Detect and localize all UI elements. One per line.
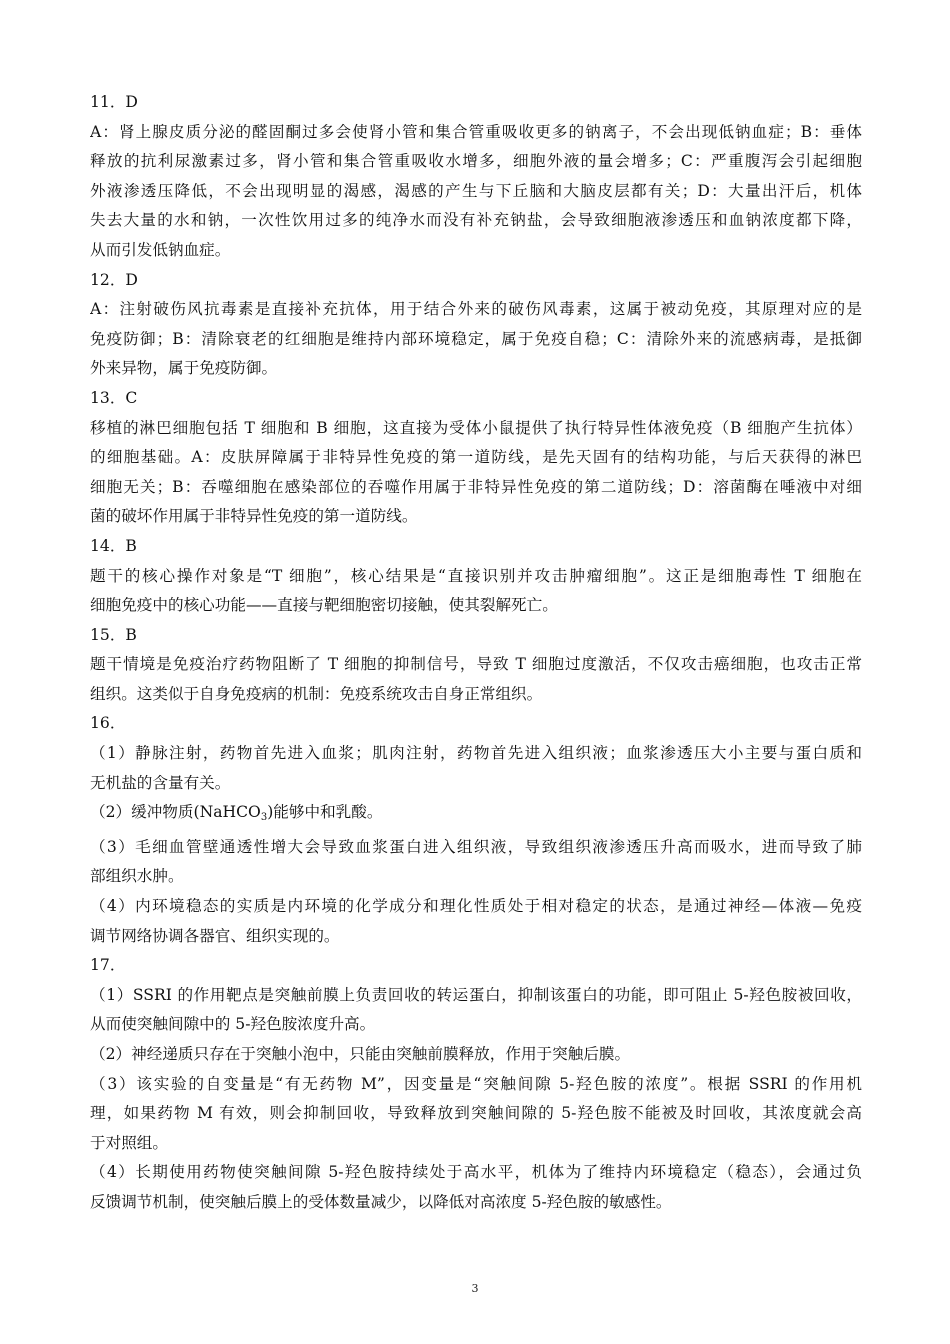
q16-part-2-text-before: （2）缓冲物质(NaHCO bbox=[90, 803, 261, 822]
q16-part-3-line: 部组织水肿。 bbox=[90, 867, 184, 886]
question-13-answer: 13．C bbox=[90, 388, 138, 407]
question-15-answer: 15．B bbox=[90, 625, 137, 644]
q17-part-4-line: （4）长期使用药物使突触间隙 5-羟色胺持续处于高水平，机体为了维持内环境稳定（稳态），会通过负 bbox=[90, 1163, 862, 1182]
q13-explanation-line: 菌的破坏作用属于非特异性免疫的第一道防线。 bbox=[90, 507, 418, 526]
q13-explanation-line: 的细胞基础。A：皮肤屏障属于非特异性免疫的第一道防线，是先天固有的结构功能，与后天获得的淋巴 bbox=[90, 448, 862, 467]
q13-explanation-line: 移植的淋巴细胞包括 T 细胞和 B 细胞，这直接为受体小鼠提供了执行特异性体液免疫（B 细胞产生抗体） bbox=[90, 418, 862, 437]
q17-part-1-line: 从而使突触间隙中的 5-羟色胺浓度升高。 bbox=[90, 1015, 376, 1034]
q16-part-4-line: （4）内环境稳态的实质是内环境的化学成分和理化性质处于相对稳定的状态，是通过神经—体液—免疫 bbox=[90, 897, 862, 916]
question-16-header: 16． bbox=[90, 714, 126, 733]
q14-explanation-line: 题干的核心操作对象是“T 细胞”，核心结果是“直接识别并攻击肿瘤细胞”。这正是细胞毒性 T 细胞在 bbox=[90, 566, 862, 585]
q11-explanation-line: 外液渗透压降低，不会出现明显的渴感，渴感的产生与下丘脑和大脑皮层都有关；D：大量出汗后，机体 bbox=[90, 181, 862, 200]
question-17-header: 17． bbox=[90, 956, 126, 975]
page-number: 3 bbox=[471, 1282, 479, 1295]
q12-explanation-line: 外来异物，属于免疫防御。 bbox=[90, 359, 278, 378]
q11-explanation-line: A：肾上腺皮质分泌的醛固酮过多会使肾小管和集合管重吸收更多的钠离子，不会出现低钠血症；B：垂体 bbox=[90, 122, 862, 141]
q16-part-2-subscript: 3 bbox=[260, 812, 268, 824]
q16-part-3-line: （3）毛细血管壁通透性增大会导致血浆蛋白进入组织液，导致组织液渗透压升高而吸水，进而导致了肺 bbox=[90, 837, 862, 856]
question-12-answer: 12．D bbox=[90, 270, 138, 289]
q17-part-3-line: 于对照组。 bbox=[90, 1133, 168, 1152]
q17-part-3-line: （3）该实验的自变量是“有无药物 M”，因变量是“突触间隙 5-羟色胺的浓度”。根据 SSRI 的作用机 bbox=[90, 1074, 862, 1093]
q17-part-4-line: 反馈调节机制，使突触后膜上的受体数量减少，以降低对高浓度 5-羟色胺的敏感性。 bbox=[90, 1192, 672, 1211]
q16-part-1-line: 无机盐的含量有关。 bbox=[90, 773, 231, 792]
q14-explanation-line: 细胞免疫中的核心功能——直接与靶细胞密切接触，使其裂解死亡。 bbox=[90, 596, 558, 615]
q16-part-4-line: 调节网络协调各器官、组织实现的。 bbox=[90, 926, 340, 945]
q11-explanation-line: 释放的抗利尿激素过多，肾小管和集合管重吸收水增多，细胞外液的量会增多；C：严重腹泻会引起细胞 bbox=[90, 152, 862, 171]
q11-explanation-line: 失去大量的水和钠，一次性饮用过多的纯净水而没有补充钠盐，会导致细胞液渗透压和血钠浓度都下降， bbox=[90, 211, 862, 230]
q17-part-1-line: （1）SSRI 的作用靶点是突触前膜上负责回收的转运蛋白，抑制该蛋白的功能，即可阻止 5-羟色胺被回收， bbox=[90, 985, 862, 1004]
question-14-answer: 14．B bbox=[90, 536, 137, 555]
answer-page bbox=[90, 88, 862, 1218]
q13-explanation-line: 细胞无关；B：吞噬细胞在感染部位的吞噬作用属于非特异性免疫的第二道防线；D：溶菌酶在唾液中对细 bbox=[90, 477, 862, 496]
q15-explanation-line: 组织。这类似于自身免疫病的机制：免疫系统攻击自身正常组织。 bbox=[90, 684, 543, 703]
q17-part-3-line: 理，如果药物 M 有效，则会抑制回收，导致释放到突触间隙的 5-羟色胺不能被及时回收，其浓度就会高 bbox=[90, 1104, 862, 1123]
q12-explanation-line: 免疫防御；B：清除衰老的红细胞是维持内部环境稳定，属于免疫自稳；C：清除外来的流感病毒，是抵御 bbox=[90, 329, 862, 348]
question-11-answer: 11．D bbox=[90, 93, 138, 111]
q16-part-2-text-after: )能够中和乳酸。 bbox=[267, 803, 383, 822]
q17-part-2-line: （2）神经递质只存在于突触小泡中，只能由突触前膜释放，作用于突触后膜。 bbox=[90, 1045, 631, 1063]
q16-part-1-line: （1）静脉注射，药物首先进入血浆；肌肉注射，药物首先进入组织液；血浆渗透压大小主要与蛋白质和 bbox=[90, 744, 862, 763]
q16-part-2-line bbox=[90, 798, 862, 833]
q15-explanation-line: 题干情境是免疫治疗药物阻断了 T 细胞的抑制信号，导致 T 细胞过度激活，不仅攻击癌细胞，也攻击正常 bbox=[90, 655, 862, 674]
q11-explanation-line: 从而引发低钠血症。 bbox=[90, 240, 231, 259]
q12-explanation-line: A：注射破伤风抗毒素是直接补充抗体，用于结合外来的破伤风毒素，这属于被动免疫，其原理对应的是 bbox=[90, 300, 862, 319]
